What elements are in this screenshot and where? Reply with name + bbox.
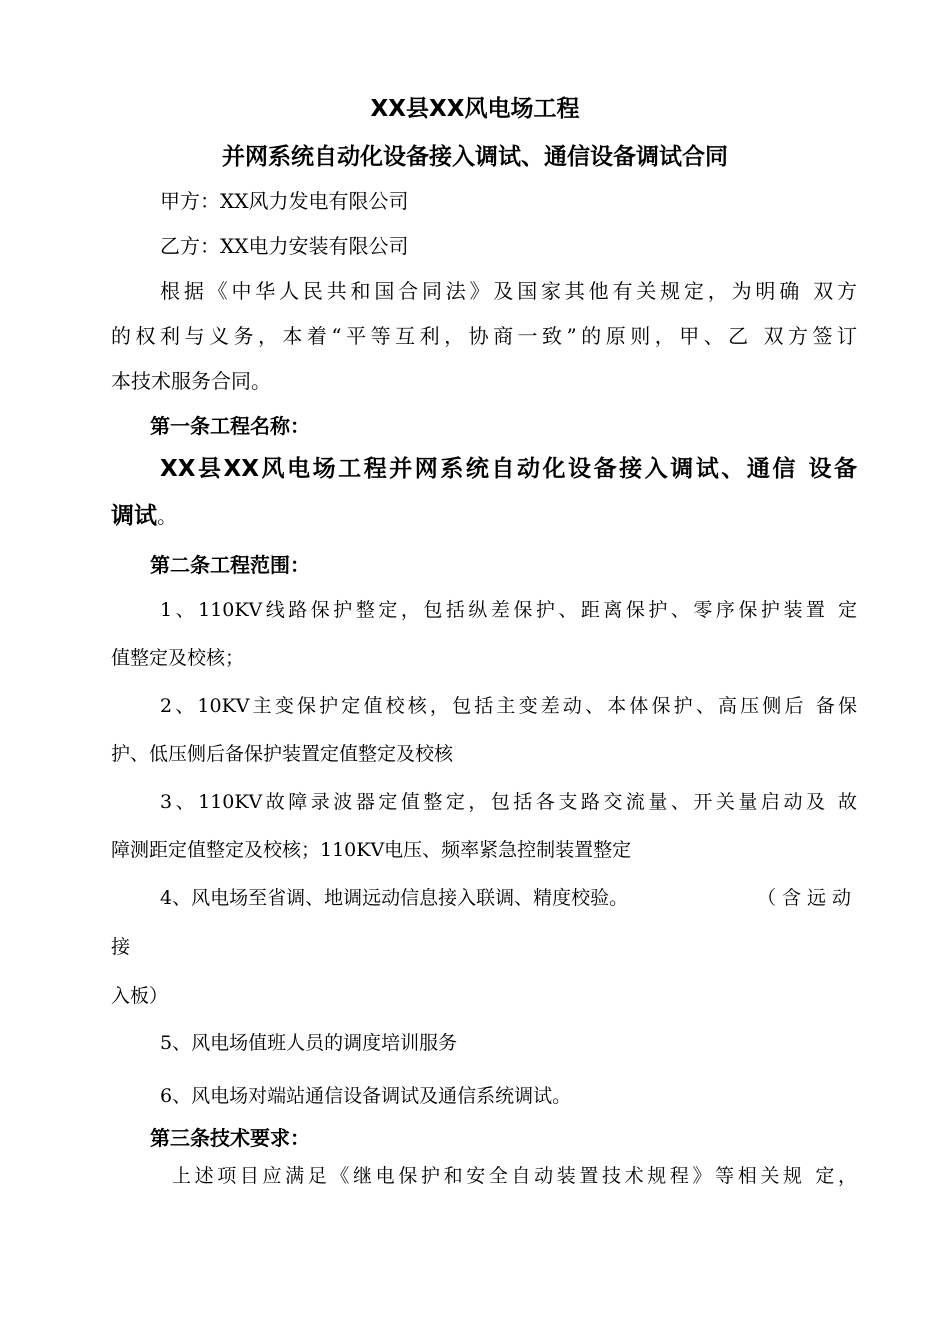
preamble-line-3: 本技术服务合同。 bbox=[111, 369, 271, 393]
scope-item-1-line-2: 值整定及校核； bbox=[111, 647, 245, 669]
scope-item-4-line-1: 4、风电场至省调、地调远动信息接入联调、精度校验。 bbox=[160, 887, 629, 909]
article2-heading: 第二条工程范围： bbox=[150, 553, 310, 577]
article1-line-2-text: 调试 bbox=[111, 503, 157, 529]
scope-item-5: 5、风电场值班人员的调度培训服务 bbox=[160, 1032, 458, 1054]
document-title-line2: 并网系统自动化设备接入调试、通信设备调试合同 bbox=[222, 144, 728, 170]
scope-item-4-line-2: 接 bbox=[111, 936, 131, 958]
scope-item-3-line-2: 障测距定值整定及校核；110KV电压、频率紧急控制装置整定 bbox=[111, 839, 632, 861]
article1-line-1: XX县XX风电场工程并网系统自动化设备接入调试、通信 设备 bbox=[160, 456, 857, 482]
scope-item-1-line-1: 1、110KV线路保护整定，包括纵差保护、距离保护、零序保护装置 定 bbox=[160, 599, 857, 621]
article1-line-2 bbox=[111, 503, 861, 529]
scope-item-2-line-1: 2、10KV主变保护定值校核，包括主变差动、本体保护、高压侧后 备保 bbox=[160, 695, 857, 717]
article1-end-mark: 。 bbox=[157, 504, 177, 528]
preamble-line-2: 的权利与义务，本着“平等互利，协商一致”的原则，甲、乙 双方签订 bbox=[111, 324, 857, 348]
party-b: 乙方：XX电力安装有限公司 bbox=[160, 234, 409, 258]
preamble-line-1: 根据《中华人民共和国合同法》及国家其他有关规定，为明确 双方 bbox=[160, 279, 857, 303]
scope-item-6: 6、风电场对端站通信设备调试及通信系统调试。 bbox=[160, 1085, 572, 1107]
scope-item-4-line-3: 入板） bbox=[111, 985, 169, 1007]
scope-item-2-line-2: 护、低压侧后备保护装置定值整定及校核 bbox=[111, 743, 454, 765]
party-a: 甲方：XX风力发电有限公司 bbox=[160, 189, 409, 213]
scope-item-3-line-1: 3、110KV故障录波器定值整定，包括各支路交流量、开关量启动及 故 bbox=[160, 791, 857, 813]
scope-item-4-line-1-tail: （含远动 bbox=[757, 887, 858, 909]
article3-heading: 第三条技术要求： bbox=[150, 1126, 310, 1150]
article1-heading: 第一条工程名称： bbox=[150, 414, 310, 438]
article3-text: 上述项目应满足《继电保护和安全自动装置技术规程》等相关规 定， bbox=[172, 1165, 857, 1187]
document-title-line1: XX县XX风电场工程 bbox=[370, 96, 580, 122]
